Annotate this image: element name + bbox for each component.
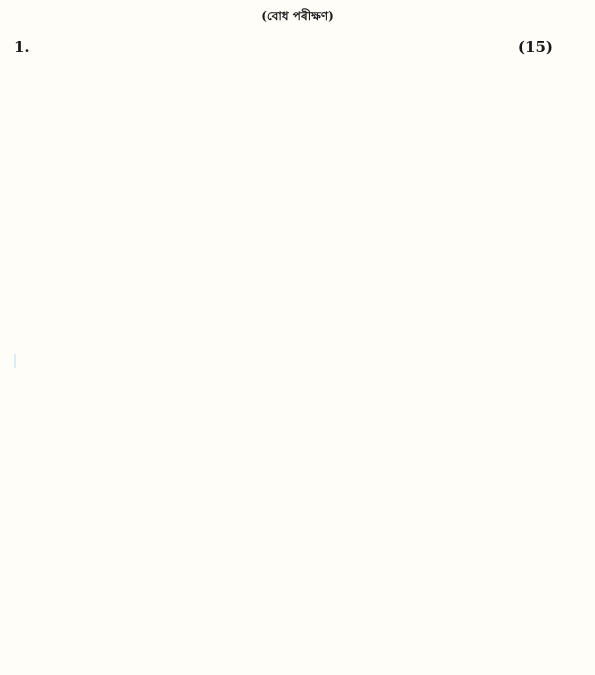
paragraph-line xyxy=(14,167,581,188)
paragraph-1 xyxy=(14,64,581,372)
paragraph-line xyxy=(14,126,581,147)
paragraph-line-highlighted xyxy=(14,351,581,372)
paragraph-line xyxy=(14,64,581,85)
paragraph-2 xyxy=(14,380,581,585)
paragraph-line xyxy=(14,482,581,503)
question-marks: (15) xyxy=(517,38,553,56)
paragraph-line xyxy=(14,228,581,249)
paragraph-line xyxy=(14,654,581,675)
question-header xyxy=(14,38,581,58)
paragraph-line xyxy=(14,441,581,462)
paragraph-line xyxy=(14,634,581,655)
paragraph-line xyxy=(14,544,581,565)
paragraph-line xyxy=(14,613,581,634)
section-title: (বোধ পৰীক্ষণ) xyxy=(261,9,334,23)
question-number: 1. xyxy=(14,38,30,56)
paragraph-3 xyxy=(14,593,581,675)
paragraph-line xyxy=(14,146,581,167)
paragraph-line xyxy=(14,105,581,126)
paragraph-line xyxy=(14,380,581,401)
paragraph-line xyxy=(14,331,581,352)
paragraph-line xyxy=(14,269,581,290)
paragraph-line xyxy=(14,310,581,331)
paragraph-line xyxy=(14,593,581,614)
highlighted-text xyxy=(14,354,16,368)
paragraph-line xyxy=(14,564,581,585)
paragraph-line xyxy=(14,249,581,270)
paragraph-line xyxy=(14,503,581,524)
paragraph-line xyxy=(14,400,581,421)
paragraph-line xyxy=(14,462,581,483)
paragraph-line xyxy=(14,523,581,544)
paragraph-line xyxy=(14,85,581,106)
paragraph-line xyxy=(14,208,581,229)
paragraph-line xyxy=(14,290,581,311)
paragraph-line xyxy=(14,421,581,442)
paragraph-line xyxy=(14,187,581,208)
